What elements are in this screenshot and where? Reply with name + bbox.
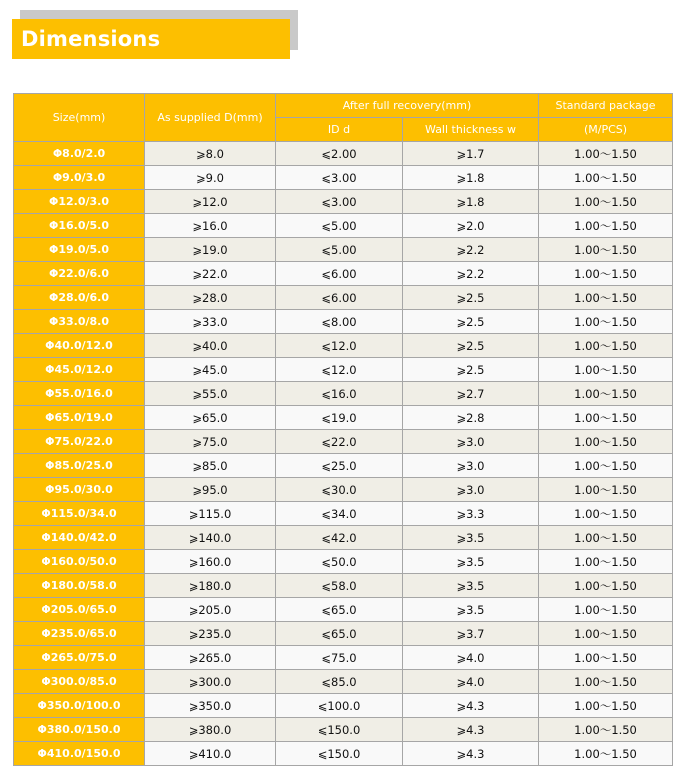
id-cell: ⩽25.0	[276, 454, 403, 478]
package-cell: 1.00～1.50	[539, 214, 673, 238]
size-cell: Φ55.0/16.0	[14, 382, 145, 406]
supplied-cell: ⩾115.0	[145, 502, 276, 526]
size-cell: Φ140.0/42.0	[14, 526, 145, 550]
wall-cell: ⩾2.2	[403, 262, 539, 286]
size-cell: Φ33.0/8.0	[14, 310, 145, 334]
package-cell: 1.00～1.50	[539, 478, 673, 502]
header-package-unit: (M/PCS)	[539, 118, 673, 142]
package-cell: 1.00～1.50	[539, 670, 673, 694]
wall-cell: ⩾1.7	[403, 142, 539, 166]
supplied-cell: ⩾75.0	[145, 430, 276, 454]
supplied-cell: ⩾19.0	[145, 238, 276, 262]
table-row	[14, 358, 673, 382]
package-cell: 1.00～1.50	[539, 550, 673, 574]
table-row	[14, 190, 673, 214]
size-cell: Φ115.0/34.0	[14, 502, 145, 526]
wall-cell: ⩾3.5	[403, 574, 539, 598]
table-row	[14, 742, 673, 766]
table-row	[14, 334, 673, 358]
id-cell: ⩽8.00	[276, 310, 403, 334]
supplied-cell: ⩾22.0	[145, 262, 276, 286]
table-row	[14, 286, 673, 310]
table-row	[14, 454, 673, 478]
wall-cell: ⩾4.3	[403, 694, 539, 718]
supplied-cell: ⩾235.0	[145, 622, 276, 646]
supplied-cell: ⩾300.0	[145, 670, 276, 694]
wall-cell: ⩾2.2	[403, 238, 539, 262]
wall-cell: ⩾2.8	[403, 406, 539, 430]
table-row	[14, 694, 673, 718]
supplied-cell: ⩾205.0	[145, 598, 276, 622]
size-cell: Φ205.0/65.0	[14, 598, 145, 622]
supplied-cell: ⩾140.0	[145, 526, 276, 550]
package-cell: 1.00～1.50	[539, 718, 673, 742]
size-cell: Φ265.0/75.0	[14, 646, 145, 670]
supplied-cell: ⩾28.0	[145, 286, 276, 310]
table-row	[14, 238, 673, 262]
table-row	[14, 598, 673, 622]
package-cell: 1.00～1.50	[539, 694, 673, 718]
header-as-supplied: As supplied D(mm)	[145, 94, 276, 142]
package-cell: 1.00～1.50	[539, 502, 673, 526]
wall-cell: ⩾1.8	[403, 190, 539, 214]
size-cell: Φ45.0/12.0	[14, 358, 145, 382]
id-cell: ⩽22.0	[276, 430, 403, 454]
supplied-cell: ⩾85.0	[145, 454, 276, 478]
id-cell: ⩽42.0	[276, 526, 403, 550]
size-cell: Φ16.0/5.0	[14, 214, 145, 238]
size-cell: Φ9.0/3.0	[14, 166, 145, 190]
table-row	[14, 502, 673, 526]
id-cell: ⩽75.0	[276, 646, 403, 670]
id-cell: ⩽34.0	[276, 502, 403, 526]
package-cell: 1.00～1.50	[539, 334, 673, 358]
header-wall-thickness: Wall thickness w	[403, 118, 539, 142]
supplied-cell: ⩾160.0	[145, 550, 276, 574]
id-cell: ⩽5.00	[276, 214, 403, 238]
package-cell: 1.00～1.50	[539, 382, 673, 406]
table-row	[14, 406, 673, 430]
package-cell: 1.00～1.50	[539, 286, 673, 310]
wall-cell: ⩾3.5	[403, 526, 539, 550]
size-cell: Φ380.0/150.0	[14, 718, 145, 742]
wall-cell: ⩾3.5	[403, 550, 539, 574]
wall-cell: ⩾3.7	[403, 622, 539, 646]
id-cell: ⩽12.0	[276, 358, 403, 382]
supplied-cell: ⩾33.0	[145, 310, 276, 334]
size-cell: Φ8.0/2.0	[14, 142, 145, 166]
wall-cell: ⩾3.0	[403, 454, 539, 478]
size-cell: Φ180.0/58.0	[14, 574, 145, 598]
id-cell: ⩽16.0	[276, 382, 403, 406]
header-size: Size(mm)	[14, 94, 145, 142]
supplied-cell: ⩾380.0	[145, 718, 276, 742]
package-cell: 1.00～1.50	[539, 742, 673, 766]
id-cell: ⩽30.0	[276, 478, 403, 502]
table-row	[14, 478, 673, 502]
id-cell: ⩽19.0	[276, 406, 403, 430]
supplied-cell: ⩾8.0	[145, 142, 276, 166]
wall-cell: ⩾4.0	[403, 646, 539, 670]
package-cell: 1.00～1.50	[539, 406, 673, 430]
package-cell: 1.00～1.50	[539, 238, 673, 262]
supplied-cell: ⩾9.0	[145, 166, 276, 190]
table-body	[14, 142, 673, 766]
header-after-recovery: After full recovery(mm)	[276, 94, 539, 118]
wall-cell: ⩾2.5	[403, 334, 539, 358]
wall-cell: ⩾2.5	[403, 286, 539, 310]
size-cell: Φ19.0/5.0	[14, 238, 145, 262]
id-cell: ⩽3.00	[276, 190, 403, 214]
wall-cell: ⩾2.5	[403, 310, 539, 334]
size-cell: Φ12.0/3.0	[14, 190, 145, 214]
package-cell: 1.00～1.50	[539, 310, 673, 334]
supplied-cell: ⩾350.0	[145, 694, 276, 718]
id-cell: ⩽65.0	[276, 622, 403, 646]
header-id: ID d	[276, 118, 403, 142]
table-row	[14, 646, 673, 670]
table-row	[14, 670, 673, 694]
table-row	[14, 430, 673, 454]
id-cell: ⩽6.00	[276, 286, 403, 310]
size-cell: Φ65.0/19.0	[14, 406, 145, 430]
wall-cell: ⩾4.3	[403, 718, 539, 742]
package-cell: 1.00～1.50	[539, 190, 673, 214]
supplied-cell: ⩾40.0	[145, 334, 276, 358]
package-cell: 1.00～1.50	[539, 526, 673, 550]
size-cell: Φ95.0/30.0	[14, 478, 145, 502]
id-cell: ⩽50.0	[276, 550, 403, 574]
package-cell: 1.00～1.50	[539, 646, 673, 670]
header-row	[14, 94, 673, 118]
size-cell: Φ235.0/65.0	[14, 622, 145, 646]
table-row	[14, 142, 673, 166]
table-row	[14, 526, 673, 550]
id-cell: ⩽5.00	[276, 238, 403, 262]
supplied-cell: ⩾180.0	[145, 574, 276, 598]
id-cell: ⩽65.0	[276, 598, 403, 622]
package-cell: 1.00～1.50	[539, 262, 673, 286]
size-cell: Φ75.0/22.0	[14, 430, 145, 454]
size-cell: Φ22.0/6.0	[14, 262, 145, 286]
supplied-cell: ⩾265.0	[145, 646, 276, 670]
size-cell: Φ40.0/12.0	[14, 334, 145, 358]
id-cell: ⩽150.0	[276, 742, 403, 766]
id-cell: ⩽100.0	[276, 694, 403, 718]
package-cell: 1.00～1.50	[539, 430, 673, 454]
supplied-cell: ⩾95.0	[145, 478, 276, 502]
wall-cell: ⩾3.0	[403, 478, 539, 502]
id-cell: ⩽3.00	[276, 166, 403, 190]
id-cell: ⩽12.0	[276, 334, 403, 358]
wall-cell: ⩾1.8	[403, 166, 539, 190]
title-banner	[12, 19, 290, 59]
supplied-cell: ⩾16.0	[145, 214, 276, 238]
dimensions-table	[13, 93, 673, 766]
table-row	[14, 262, 673, 286]
table-row	[14, 550, 673, 574]
wall-cell: ⩾2.5	[403, 358, 539, 382]
table-row	[14, 310, 673, 334]
size-cell: Φ300.0/85.0	[14, 670, 145, 694]
package-cell: 1.00～1.50	[539, 358, 673, 382]
header-standard-package: Standard package	[539, 94, 673, 118]
supplied-cell: ⩾55.0	[145, 382, 276, 406]
wall-cell: ⩾2.0	[403, 214, 539, 238]
package-cell: 1.00～1.50	[539, 622, 673, 646]
id-cell: ⩽58.0	[276, 574, 403, 598]
supplied-cell: ⩾12.0	[145, 190, 276, 214]
package-cell: 1.00～1.50	[539, 574, 673, 598]
supplied-cell: ⩾410.0	[145, 742, 276, 766]
package-cell: 1.00～1.50	[539, 598, 673, 622]
wall-cell: ⩾3.5	[403, 598, 539, 622]
supplied-cell: ⩾65.0	[145, 406, 276, 430]
id-cell: ⩽85.0	[276, 670, 403, 694]
size-cell: Φ85.0/25.0	[14, 454, 145, 478]
id-cell: ⩽6.00	[276, 262, 403, 286]
id-cell: ⩽150.0	[276, 718, 403, 742]
package-cell: 1.00～1.50	[539, 166, 673, 190]
size-cell: Φ350.0/100.0	[14, 694, 145, 718]
table-row	[14, 382, 673, 406]
page-title: Dimensions	[21, 27, 161, 51]
wall-cell: ⩾3.3	[403, 502, 539, 526]
size-cell: Φ28.0/6.0	[14, 286, 145, 310]
table-row	[14, 214, 673, 238]
wall-cell: ⩾2.7	[403, 382, 539, 406]
package-cell: 1.00～1.50	[539, 142, 673, 166]
supplied-cell: ⩾45.0	[145, 358, 276, 382]
package-cell: 1.00～1.50	[539, 454, 673, 478]
wall-cell: ⩾4.0	[403, 670, 539, 694]
table-row	[14, 622, 673, 646]
wall-cell: ⩾3.0	[403, 430, 539, 454]
table-row	[14, 574, 673, 598]
wall-cell: ⩾4.3	[403, 742, 539, 766]
size-cell: Φ160.0/50.0	[14, 550, 145, 574]
table-row	[14, 718, 673, 742]
size-cell: Φ410.0/150.0	[14, 742, 145, 766]
id-cell: ⩽2.00	[276, 142, 403, 166]
table-row	[14, 166, 673, 190]
